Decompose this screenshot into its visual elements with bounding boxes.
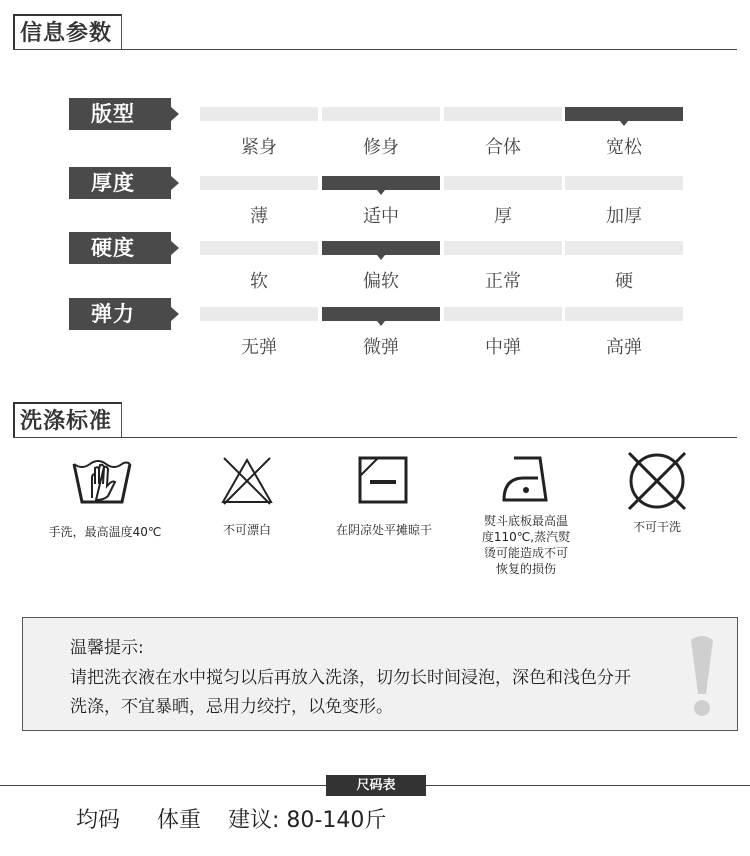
param-segment [565, 307, 683, 321]
param-segment [444, 307, 562, 321]
size-value: 均码 [76, 808, 121, 833]
param-segment-selected [322, 307, 440, 321]
weight-advice: 建议: 80-140斤 [228, 808, 387, 833]
wash-section-header [0, 402, 750, 438]
wash-text: 不可干洗 [632, 520, 681, 534]
param-segment [565, 241, 683, 255]
wash-section-title: 洗涤标准 [13, 402, 122, 438]
param-option: 中弹 [485, 337, 521, 358]
wash-text: 在阴凉处平摊晾干 [335, 523, 432, 537]
wash-text: 不可漂白 [222, 523, 271, 537]
weight-label: 体重 [157, 808, 202, 833]
divider [13, 49, 122, 50]
divider [122, 437, 737, 438]
wash-text: 手洗，最高温度40℃ [48, 525, 162, 539]
param-segment [322, 107, 440, 121]
param-option: 软 [250, 271, 268, 292]
param-option: 合体 [485, 137, 521, 158]
param-option: 紧身 [241, 137, 277, 158]
param-label: 版型 [69, 98, 171, 130]
exclamation-icon [687, 634, 717, 718]
param-label: 硬度 [69, 232, 171, 264]
size-chart-tag: 尺码表 [326, 775, 426, 796]
param-segment [200, 176, 318, 190]
param-option: 修身 [363, 137, 399, 158]
tip-title: 温馨提示: [70, 638, 144, 658]
param-segment [444, 107, 562, 121]
param-option: 宽松 [606, 137, 642, 158]
param-segment-selected [565, 107, 683, 121]
tip-box [22, 617, 738, 731]
param-segment [200, 307, 318, 321]
param-option: 无弹 [241, 337, 277, 358]
param-segment-selected [322, 241, 440, 255]
iron-icon [500, 454, 552, 504]
param-segment [565, 176, 683, 190]
hand-wash-icon [72, 456, 132, 508]
param-segment [444, 241, 562, 255]
param-option: 加厚 [606, 206, 642, 227]
param-segment [444, 176, 562, 190]
param-label: 厚度 [69, 167, 171, 199]
no-bleach-icon [220, 456, 274, 506]
param-option: 微弹 [363, 337, 399, 358]
param-option: 偏软 [363, 271, 399, 292]
param-label: 弹力 [69, 298, 171, 330]
param-segment-selected [322, 176, 440, 190]
param-option: 硬 [615, 271, 633, 292]
param-option: 适中 [363, 206, 399, 227]
info-section-title: 信息参数 [13, 14, 122, 50]
param-option: 厚 [494, 206, 512, 227]
param-option: 薄 [250, 206, 268, 227]
param-option: 正常 [485, 271, 521, 292]
info-section-header [0, 14, 750, 50]
tip-body: 请把洗衣液在水中搅匀以后再放入洗涤，切勿长时间浸泡，深色和浅色分开 洗涤，不宜暴晒，忌用力绞拧，以免变形。 [70, 668, 631, 717]
no-dry-clean-icon [626, 450, 688, 512]
param-segment [200, 241, 318, 255]
dry-flat-shade-icon [358, 456, 408, 504]
wash-text: 熨斗底板最高温 度110℃,蒸汽熨 烫可能造成不可 恢复的损伤 [481, 514, 571, 576]
param-option: 高弹 [606, 337, 642, 358]
divider [13, 437, 122, 438]
param-segment [200, 107, 318, 121]
divider [122, 49, 737, 50]
